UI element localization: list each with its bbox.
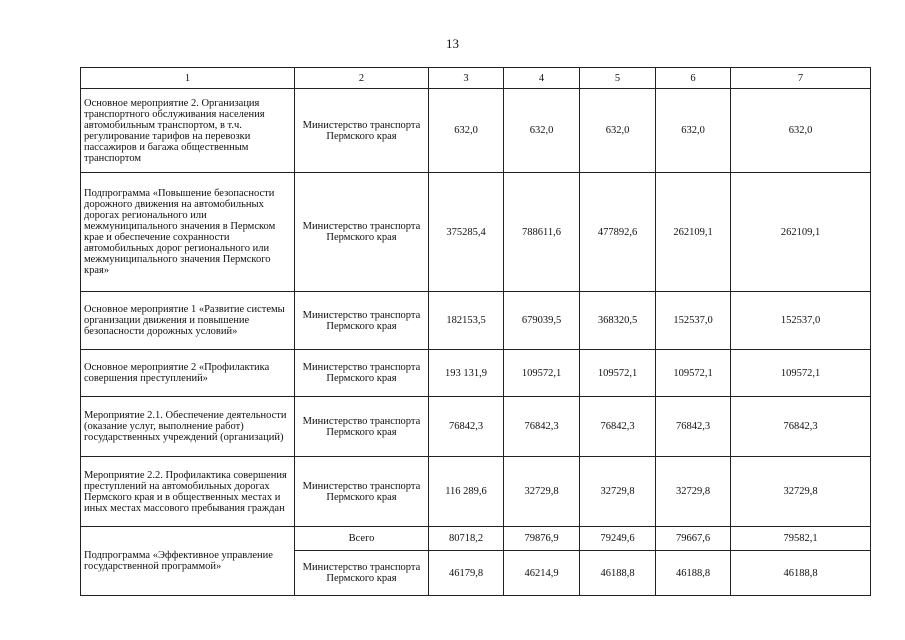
row-value: 109572,1 xyxy=(656,350,731,397)
table-row xyxy=(81,292,871,350)
table-row xyxy=(81,350,871,397)
table-row xyxy=(81,397,871,457)
row-name: Основное мероприятие 2. Организация транспортного обслуживания населения автомобильным транспортом, в т.ч. регулирование тарифов на перевозки пассажиров и багажа общественным транспортом xyxy=(81,89,295,173)
row-value: 79667,6 xyxy=(656,527,731,551)
row-value: 46214,9 xyxy=(504,551,580,596)
row-value: 477892,6 xyxy=(580,173,656,292)
row-name: Подпрограмма «Повышение безопасности дорожного движения на автомобильных дорогах регионального или межмуниципального значения в Пермском крае и обеспечение сохранности автомобильных дорог регионального или межмуниципального значения Пермского края» xyxy=(81,173,295,292)
row-value: 632,0 xyxy=(580,89,656,173)
header-row xyxy=(81,68,871,89)
table-row xyxy=(81,457,871,527)
row-value: 182153,5 xyxy=(429,292,504,350)
row-name: Мероприятие 2.2. Профилактика совершения преступлений на автомобильных дорогах Пермского края и в общественных местах и иных местах массового пребывания граждан xyxy=(81,457,295,527)
row-value: 109572,1 xyxy=(504,350,580,397)
table-row xyxy=(81,173,871,292)
row-value: 80718,2 xyxy=(429,527,504,551)
row-value: 679039,5 xyxy=(504,292,580,350)
row-value: 632,0 xyxy=(429,89,504,173)
row-total-label: Всего xyxy=(295,527,429,551)
row-value: 32729,8 xyxy=(656,457,731,527)
row-value: 109572,1 xyxy=(731,350,871,397)
row-executor: Министерство транспорта Пермского края xyxy=(295,173,429,292)
row-executor: Министерство транспорта Пермского края xyxy=(295,397,429,457)
row-value: 76842,3 xyxy=(731,397,871,457)
table-row xyxy=(81,89,871,173)
column-header: 7 xyxy=(731,68,871,89)
row-executor: Министерство транспорта Пермского края xyxy=(295,89,429,173)
row-value: 79582,1 xyxy=(731,527,871,551)
row-value: 375285,4 xyxy=(429,173,504,292)
row-value: 32729,8 xyxy=(580,457,656,527)
row-value: 368320,5 xyxy=(580,292,656,350)
table-row xyxy=(81,527,871,551)
budget-table xyxy=(80,67,871,596)
table-body xyxy=(81,89,871,596)
column-header: 6 xyxy=(656,68,731,89)
row-executor: Министерство транспорта Пермского края xyxy=(295,292,429,350)
row-value: 46188,8 xyxy=(731,551,871,596)
row-value: 152537,0 xyxy=(731,292,871,350)
row-value: 262109,1 xyxy=(731,173,871,292)
row-value: 76842,3 xyxy=(429,397,504,457)
row-value: 632,0 xyxy=(656,89,731,173)
row-value: 32729,8 xyxy=(504,457,580,527)
row-value: 788611,6 xyxy=(504,173,580,292)
row-value: 32729,8 xyxy=(731,457,871,527)
row-name: Основное мероприятие 1 «Развитие системы организации движения и повышение безопасности дорожных условий» xyxy=(81,292,295,350)
column-header: 1 xyxy=(81,68,295,89)
row-value: 193 131,9 xyxy=(429,350,504,397)
table-header xyxy=(81,68,871,89)
row-name: Основное мероприятие 2 «Профилактика совершения преступлений» xyxy=(81,350,295,397)
row-executor: Министерство транспорта Пермского края xyxy=(295,551,429,596)
row-value: 46188,8 xyxy=(580,551,656,596)
page-number: 13 xyxy=(446,36,459,51)
row-value: 76842,3 xyxy=(656,397,731,457)
row-value: 79249,6 xyxy=(580,527,656,551)
row-value: 76842,3 xyxy=(504,397,580,457)
row-value: 632,0 xyxy=(504,89,580,173)
row-value: 262109,1 xyxy=(656,173,731,292)
row-value: 116 289,6 xyxy=(429,457,504,527)
row-value: 79876,9 xyxy=(504,527,580,551)
row-value: 109572,1 xyxy=(580,350,656,397)
row-value: 632,0 xyxy=(731,89,871,173)
row-value: 46179,8 xyxy=(429,551,504,596)
column-header: 5 xyxy=(580,68,656,89)
row-name: Мероприятие 2.1. Обеспечение деятельности (оказание услуг, выполнение работ) государственных учреждений (организаций) xyxy=(81,397,295,457)
column-header: 2 xyxy=(295,68,429,89)
row-executor: Министерство транспорта Пермского края xyxy=(295,350,429,397)
column-header: 3 xyxy=(429,68,504,89)
row-value: 76842,3 xyxy=(580,397,656,457)
row-executor: Министерство транспорта Пермского края xyxy=(295,457,429,527)
column-header: 4 xyxy=(504,68,580,89)
row-value: 152537,0 xyxy=(656,292,731,350)
row-name: Подпрограмма «Эффективное управление государственной программой» xyxy=(81,527,295,596)
row-value: 46188,8 xyxy=(656,551,731,596)
